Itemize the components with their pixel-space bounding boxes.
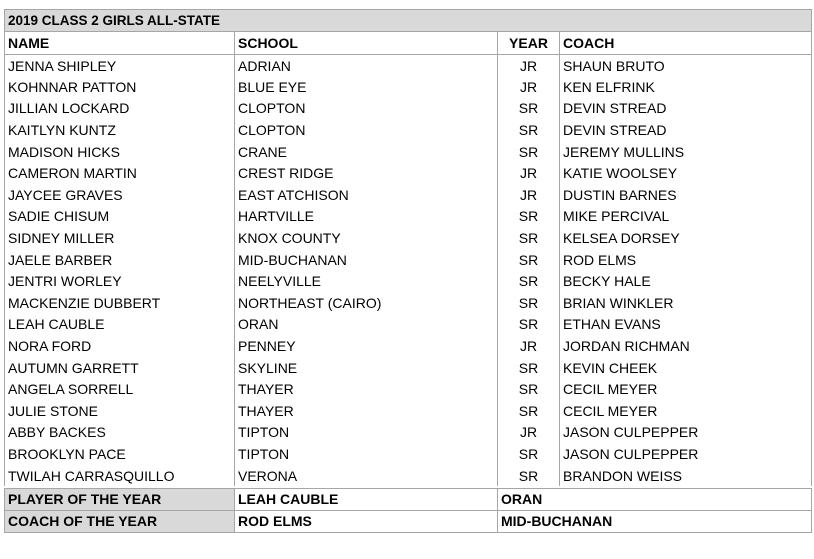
player-name: AUTUMN GARRETT: [5, 357, 235, 379]
player-year: SR: [498, 400, 560, 422]
player-coach: JASON CULPEPPER: [560, 422, 812, 444]
table-row: [5, 76, 812, 98]
table-row: [5, 465, 812, 487]
award-label: PLAYER OF THE YEAR: [5, 488, 235, 510]
table-row: [5, 270, 812, 292]
table-row: [5, 184, 812, 206]
award-row: [5, 488, 812, 510]
player-year: SR: [498, 270, 560, 292]
player-school: CREST RIDGE: [235, 162, 498, 184]
player-year: SR: [498, 443, 560, 465]
player-school: HARTVILLE: [235, 206, 498, 228]
title-row: [5, 10, 812, 32]
award-winner: ROD ELMS: [235, 510, 498, 532]
table-row: [5, 98, 812, 120]
player-name: NORA FORD: [5, 335, 235, 357]
player-coach: ROD ELMS: [560, 249, 812, 271]
table-row: [5, 357, 812, 379]
player-name: KAITLYN KUNTZ: [5, 119, 235, 141]
player-year: JR: [498, 335, 560, 357]
player-school: VERONA: [235, 465, 498, 487]
player-school: KNOX COUNTY: [235, 227, 498, 249]
player-name: BROOKLYN PACE: [5, 443, 235, 465]
player-name: SADIE CHISUM: [5, 206, 235, 228]
player-school: TIPTON: [235, 443, 498, 465]
table-row: [5, 335, 812, 357]
table-row: [5, 119, 812, 141]
player-school: PENNEY: [235, 335, 498, 357]
player-coach: JORDAN RICHMAN: [560, 335, 812, 357]
player-coach: MIKE PERCIVAL: [560, 206, 812, 228]
header-coach: COACH: [560, 32, 812, 55]
player-school: CRANE: [235, 141, 498, 163]
player-name: JENTRI WORLEY: [5, 270, 235, 292]
player-school: NEELYVILLE: [235, 270, 498, 292]
player-school: NORTHEAST (CAIRO): [235, 292, 498, 314]
player-name: ANGELA SORRELL: [5, 378, 235, 400]
player-school: CLOPTON: [235, 98, 498, 120]
player-coach: CECIL MEYER: [560, 400, 812, 422]
player-year: SR: [498, 465, 560, 487]
player-name: JULIE STONE: [5, 400, 235, 422]
player-year: JR: [498, 184, 560, 206]
player-coach: KEVIN CHEEK: [560, 357, 812, 379]
player-year: SR: [498, 141, 560, 163]
table-row: [5, 400, 812, 422]
player-coach: KATIE WOOLSEY: [560, 162, 812, 184]
header-school: SCHOOL: [235, 32, 498, 55]
award-winner: LEAH CAUBLE: [235, 488, 498, 510]
award-row: [5, 510, 812, 532]
player-year: SR: [498, 357, 560, 379]
player-year: SR: [498, 227, 560, 249]
table-row: [5, 378, 812, 400]
player-name: JAELE BARBER: [5, 249, 235, 271]
player-coach: BRIAN WINKLER: [560, 292, 812, 314]
table-row: [5, 443, 812, 465]
award-label: COACH OF THE YEAR: [5, 510, 235, 532]
table-row: [5, 162, 812, 184]
player-name: MADISON HICKS: [5, 141, 235, 163]
table-row: [5, 422, 812, 444]
player-year: JR: [498, 55, 560, 77]
player-coach: CECIL MEYER: [560, 378, 812, 400]
player-name: SIDNEY MILLER: [5, 227, 235, 249]
table-row: [5, 314, 812, 336]
player-school: CLOPTON: [235, 119, 498, 141]
player-name: JILLIAN LOCKARD: [5, 98, 235, 120]
player-school: ADRIAN: [235, 55, 498, 77]
table-row: [5, 227, 812, 249]
header-row: [5, 32, 812, 55]
table-row: [5, 55, 812, 77]
player-coach: DUSTIN BARNES: [560, 184, 812, 206]
player-coach: KEN ELFRINK: [560, 76, 812, 98]
player-year: SR: [498, 378, 560, 400]
player-year: SR: [498, 206, 560, 228]
table-row: [5, 249, 812, 271]
player-coach: BECKY HALE: [560, 270, 812, 292]
player-coach: JASON CULPEPPER: [560, 443, 812, 465]
header-name: NAME: [5, 32, 235, 55]
player-year: JR: [498, 422, 560, 444]
player-school: TIPTON: [235, 422, 498, 444]
player-name: LEAH CAUBLE: [5, 314, 235, 336]
player-year: SR: [498, 119, 560, 141]
player-school: MID-BUCHANAN: [235, 249, 498, 271]
player-year: SR: [498, 314, 560, 336]
player-school: THAYER: [235, 400, 498, 422]
table-row: [5, 292, 812, 314]
player-coach: KELSEA DORSEY: [560, 227, 812, 249]
player-coach: DEVIN STREAD: [560, 119, 812, 141]
all-state-sheet: [4, 9, 811, 533]
player-school: BLUE EYE: [235, 76, 498, 98]
player-name: MACKENZIE DUBBERT: [5, 292, 235, 314]
player-name: ABBY BACKES: [5, 422, 235, 444]
player-coach: ETHAN EVANS: [560, 314, 812, 336]
player-name: KOHNNAR PATTON: [5, 76, 235, 98]
table-title: 2019 CLASS 2 GIRLS ALL-STATE: [5, 10, 812, 32]
player-year: JR: [498, 76, 560, 98]
player-coach: DEVIN STREAD: [560, 98, 812, 120]
player-name: CAMERON MARTIN: [5, 162, 235, 184]
player-name: JAYCEE GRAVES: [5, 184, 235, 206]
player-name: TWILAH CARRASQUILLO: [5, 465, 235, 487]
player-coach: BRANDON WEISS: [560, 465, 812, 487]
player-coach: SHAUN BRUTO: [560, 55, 812, 77]
player-school: EAST ATCHISON: [235, 184, 498, 206]
header-year: YEAR: [498, 32, 560, 55]
player-coach: JEREMY MULLINS: [560, 141, 812, 163]
player-name: JENNA SHIPLEY: [5, 55, 235, 77]
award-school: ORAN: [498, 488, 812, 510]
player-school: SKYLINE: [235, 357, 498, 379]
player-year: SR: [498, 98, 560, 120]
player-year: SR: [498, 249, 560, 271]
player-year: SR: [498, 292, 560, 314]
player-year: JR: [498, 162, 560, 184]
player-school: ORAN: [235, 314, 498, 336]
all-state-table: [4, 9, 812, 533]
table-row: [5, 206, 812, 228]
player-school: THAYER: [235, 378, 498, 400]
award-school: MID-BUCHANAN: [498, 510, 812, 532]
table-row: [5, 141, 812, 163]
